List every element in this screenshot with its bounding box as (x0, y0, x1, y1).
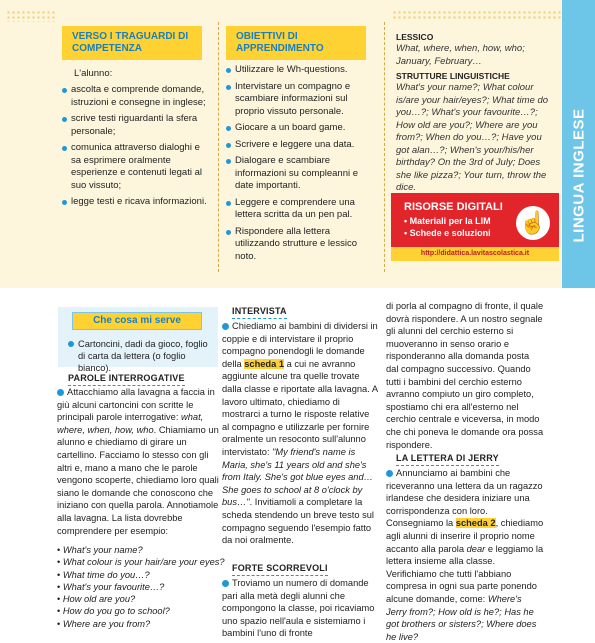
list-item: Scrivere e leggere una data. (226, 139, 376, 152)
lettera-quote: Where's Jerry from?; How old is he?; Has he got brothers or sisters?; Where does he live? (386, 593, 537, 642)
risorse-item: • Materiali per la LIM (404, 216, 491, 226)
intervista-quote: "My friend's name is Maria, she's 11 years old and she's from Italy. She's got blue eyes and… She goes to school at 8 o'clock by bus…" (222, 446, 373, 508)
obiettivi-list (226, 64, 376, 267)
examples-list (57, 544, 225, 630)
divider (218, 22, 219, 272)
lettera-text (386, 467, 544, 642)
list-item: Leggere e comprendere una lettera scritta da un pen pal. (226, 197, 376, 222)
list-item: • How do you go to school? (57, 605, 225, 617)
lettera-dear: dear (466, 543, 486, 554)
list-item: • What time do you…? (57, 569, 225, 581)
arrow-icon (222, 323, 229, 330)
list-item: • What colour is your hair/are your eyes? (57, 556, 225, 568)
list-item: Giocare a un board game. (226, 122, 376, 135)
arrow-icon (57, 389, 64, 396)
scheda-2-link[interactable]: scheda 2 (455, 518, 496, 529)
lessico-text: What, where, when, how, who; January, February… (396, 43, 525, 67)
risorse-url[interactable]: http://didattica.lavitascolastica.it (391, 247, 559, 261)
arrow-icon (222, 580, 229, 587)
dot-pattern (392, 10, 562, 20)
pointer-hand-icon: ☝ (516, 206, 550, 240)
intervista-text-c: . Invitiamoli a completare la scheda stendendo un breve testo sul compagno seguendo l'esempio fatto da noi oralmente. (222, 497, 374, 546)
side-tab-label: LINGUA INGLESE (570, 108, 588, 242)
list-item: Dialogare e scambiare informazioni su compleanni e date importanti. (226, 155, 376, 193)
list-item: comunica attraverso dialoghi e sa esprimere oralmente esperienze e contenuti legati al suo vissuto; (62, 142, 212, 192)
lettera-text-b: , chiediamo agli alunni di inserire il proprio nome accanto alla parola (386, 518, 544, 554)
risorse-item: • Schede e soluzioni (404, 228, 491, 238)
list-item: scrive testi riguardanti la sfera personale; (62, 113, 212, 138)
lettera-title: LA LETTERA DI JERRY (396, 453, 499, 466)
forte-text-body: Troviamo un numero di domande pari alla metà degli alunni che compongono la classe, poi ricaviamo uno spazio nell'aula e sistemiamo i bambini l'uno di fronte (222, 578, 375, 639)
che-cosa-title: Che cosa mi serve (72, 312, 202, 330)
parole-words: what, where, when, how, who (57, 412, 204, 435)
list-item: Intervistare un compagno e scambiare informazioni sul proprio vissuto personale. (226, 81, 376, 119)
parole-text (57, 386, 220, 537)
forte-text (222, 577, 378, 639)
scheda-1-link[interactable]: scheda 1 (244, 358, 285, 369)
traguardi-intro: L'alunno: (74, 68, 113, 79)
list-item: • What's your favourite…? (57, 581, 225, 593)
intervista-title: INTERVISTA (232, 306, 287, 319)
list-item: • What's your name? (57, 544, 225, 556)
strutture-title: STRUTTURE LINGUISTICHE (396, 71, 510, 81)
lettera-text-c: e leggiamo la lettera insieme alla classe. Verifichiamo che tutti l'abbiano compresa in ogni sua parte ponendo alcune domande, come: (386, 543, 544, 604)
parole-text-b: . Chiamiamo un alunno e chiediamo di girare un cartellino. Facciamo lo stesso con gli altri e, mano a mano che le parole vengono scoperte, chiediamo loro quali siano le domande che conoscono che iniziano con quella parola. Annotiamole alla lavagna. La lista dovrebbe comprendere per esempio: (57, 424, 219, 536)
traguardi-list (62, 84, 212, 213)
arrow-icon (386, 470, 393, 477)
parole-title: PAROLE INTERROGATIVE (68, 373, 185, 386)
parole-text-a: Attacchiamo alla lavagna a faccia in giù alcuni cartoncini con scritte le principali parole interrogative: (57, 387, 215, 423)
divider (384, 22, 385, 272)
list-item: Utilizzare le Wh-questions. (226, 64, 376, 77)
list-item: legge testi e ricava informazioni. (62, 196, 212, 209)
lessico-title: LESSICO (396, 32, 434, 42)
che-cosa-text: Cartoncini, dadi da gioco, foglio di carta da lettera (o foglio bianco). (78, 339, 208, 373)
col3-text: di porla al compagno di fronte, il quale dovrà rispondere. A un nostro segnale gli alunni del cerchio esterno si muoveranno in senso orario e risponderanno alla domanda posta dal compagno successivo. Quando tutti i bambini del cerchio esterno avranno compiuto un giro completo, spostiamo chi era all'esterno nel cerchio centrale e viceversa, in modo che chi poneva le domande ora possa rispondere. (386, 301, 544, 450)
list-item: • How old are you? (57, 593, 225, 605)
lettera-text-a: Annunciamo ai bambini che riceveranno una lettera da un ragazzo irlandese che desidera iniziare una corrispondenza con loro. Consegniamo la (386, 468, 543, 529)
dot-pattern (6, 10, 56, 22)
intervista-text (222, 320, 378, 547)
intervista-text-b: a cui ne avranno aggiunte alcune tra quelle trovate dalla classe e riportate alla lavagna. A lavoro ultimato, chiediamo di mostrarci a turno le risposte relative al compagno e utilizzarle per fornire oralmente un resoconto sull'alunno intervistato: (222, 358, 378, 457)
che-cosa-body (68, 338, 216, 374)
traguardi-title: VERSO I TRAGUARDI DI COMPETENZA (62, 26, 202, 60)
list-item: ascolta e comprende domande, istruzioni e consegne in inglese; (62, 84, 212, 109)
list-item: • Where are you from? (57, 618, 225, 630)
side-tab (562, 0, 595, 288)
risorse-title: RISORSE DIGITALI (404, 201, 503, 213)
obiettivi-title: OBIETTIVI DI APPRENDIMENTO (226, 26, 366, 60)
forte-title: FORTE SCORREVOLI (232, 563, 328, 576)
bullet-icon (68, 341, 74, 347)
strutture-text: What's your name?; What colour is/are your hair/eyes?; What time do you…?; What's your favourite…?; How old are you?; Where are you from?; When do you…?; Have you got alan…?; When's your/his/her birthday? On the 3rd of July; Does she like pizza?; Your turn, throw the dice. (396, 82, 549, 193)
intervista-text-a: Chiediamo ai bambini di dividersi in coppie e di intervistare il proprio compagno ponendogli le domande della (222, 321, 378, 369)
list-item: Rispondere alla lettera utilizzando strutture e lessico noto. (226, 226, 376, 264)
